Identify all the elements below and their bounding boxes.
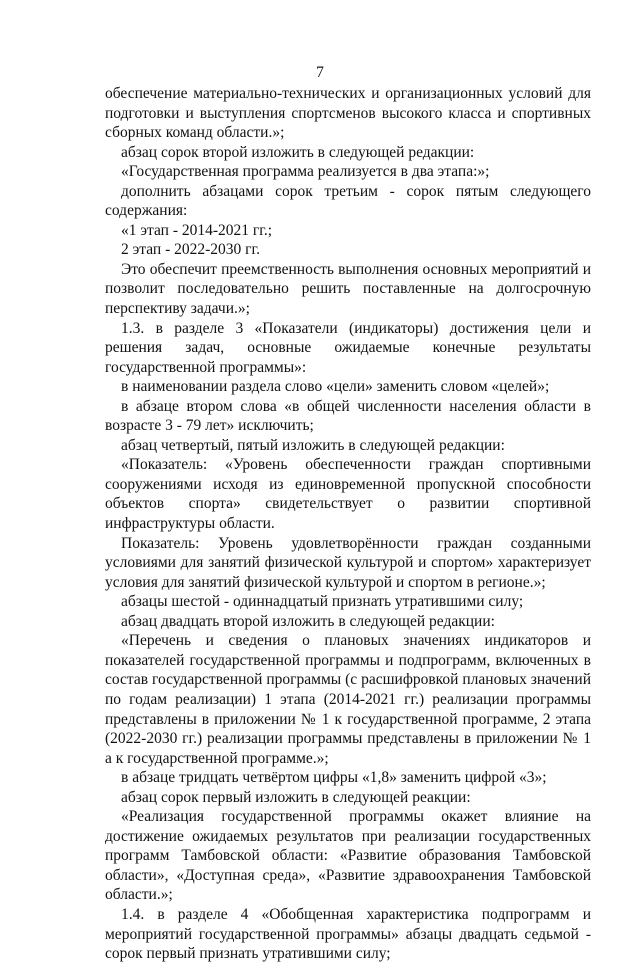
paragraph: в абзаце втором слова «в общей численности населения области в возрасте 3 - 79 лет» исключить;: [105, 397, 591, 435]
paragraph: абзац двадцать второй изложить в следующей редакции:: [121, 612, 495, 630]
paragraph: дополнить абзацами сорок третьим - сорок пятым следующего содержания:: [105, 182, 591, 220]
paragraph: в наименовании раздела слово «цели» заменить словом «целей»;: [121, 378, 550, 396]
paragraph: «Показатель: «Уровень обеспеченности граждан спортивными сооружениями исходя из единовременной пропускной способности объектов спорта» свидетельствует о развитии спортивной инфраструктуры области.: [105, 456, 591, 533]
paragraph: абзац четвертый, пятый изложить в следующей редакции:: [121, 436, 505, 454]
paragraph: абзац сорок второй изложить в следующей редакции:: [121, 143, 475, 161]
paragraph: в абзаце тридцать четвёртом цифры «1,8» заменить цифрой «3»;: [121, 769, 547, 787]
paragraph: 1.4. в разделе 4 «Обобщенная характеристика подпрограмм и мероприятий государственной программы» абзацы двадцать седьмой - сорок первый признать утратившими силу;: [105, 905, 591, 963]
paragraph: 2 этап - 2022-2030 гг.: [121, 241, 261, 259]
paragraph: «Перечень и сведения о плановых значениях индикаторов и показателей государственной программы и подпрограмм, включенных в состав государственной программы (с расшифровкой плановых значений по годам реализации) 1 этапа (2014-2021 гг.) реализации программы представлены в приложении № 1 к государственной программе, 2 этапа (2022-2030 гг.) реализации программы представлены в приложении № 1 а к государственной программе.»;: [105, 632, 591, 767]
document-body: [105, 84, 591, 964]
paragraph: «Государственная программа реализуется в два этапа:»;: [121, 163, 490, 181]
paragraph: 1.3. в разделе 3 «Показатели (индикаторы) достижения цели и решения задач, основные ожидаемые конечные результаты государственной программы»:: [105, 319, 591, 376]
paragraph: Это обеспечит преемственность выполнения основных мероприятий и позволит последовательно решить поставленные на долгосрочную перспективу задачи.»;: [105, 260, 591, 318]
paragraph: абзацы шестой - одиннадцатый признать утратившими силу;: [121, 593, 524, 611]
paragraph: обеспечение материально-технических и организационных условий для подготовки и выступления спортсменов высокого класса и спортивных сборных команд области.»;: [105, 85, 591, 142]
paragraph: «1 этап - 2014-2021 гг.;: [121, 221, 273, 239]
paragraph: «Реализация государственной программы окажет влияние на достижение ожидаемых результатов при реализации государственных программ Тамбовской области: «Развитие образования Тамбовской области», «Доступная среда», «Развитие здравоохранения Тамбовской области.»;: [105, 808, 591, 904]
paragraph: Показатель: Уровень удовлетворённости граждан созданными условиями для занятий физической культурой и спортом» характеризует условия для занятий физической культурой и спортом в регионе.»;: [105, 534, 591, 591]
paragraph: абзац сорок первый изложить в следующей реакции:: [121, 788, 471, 806]
page-number: 7: [316, 64, 324, 81]
